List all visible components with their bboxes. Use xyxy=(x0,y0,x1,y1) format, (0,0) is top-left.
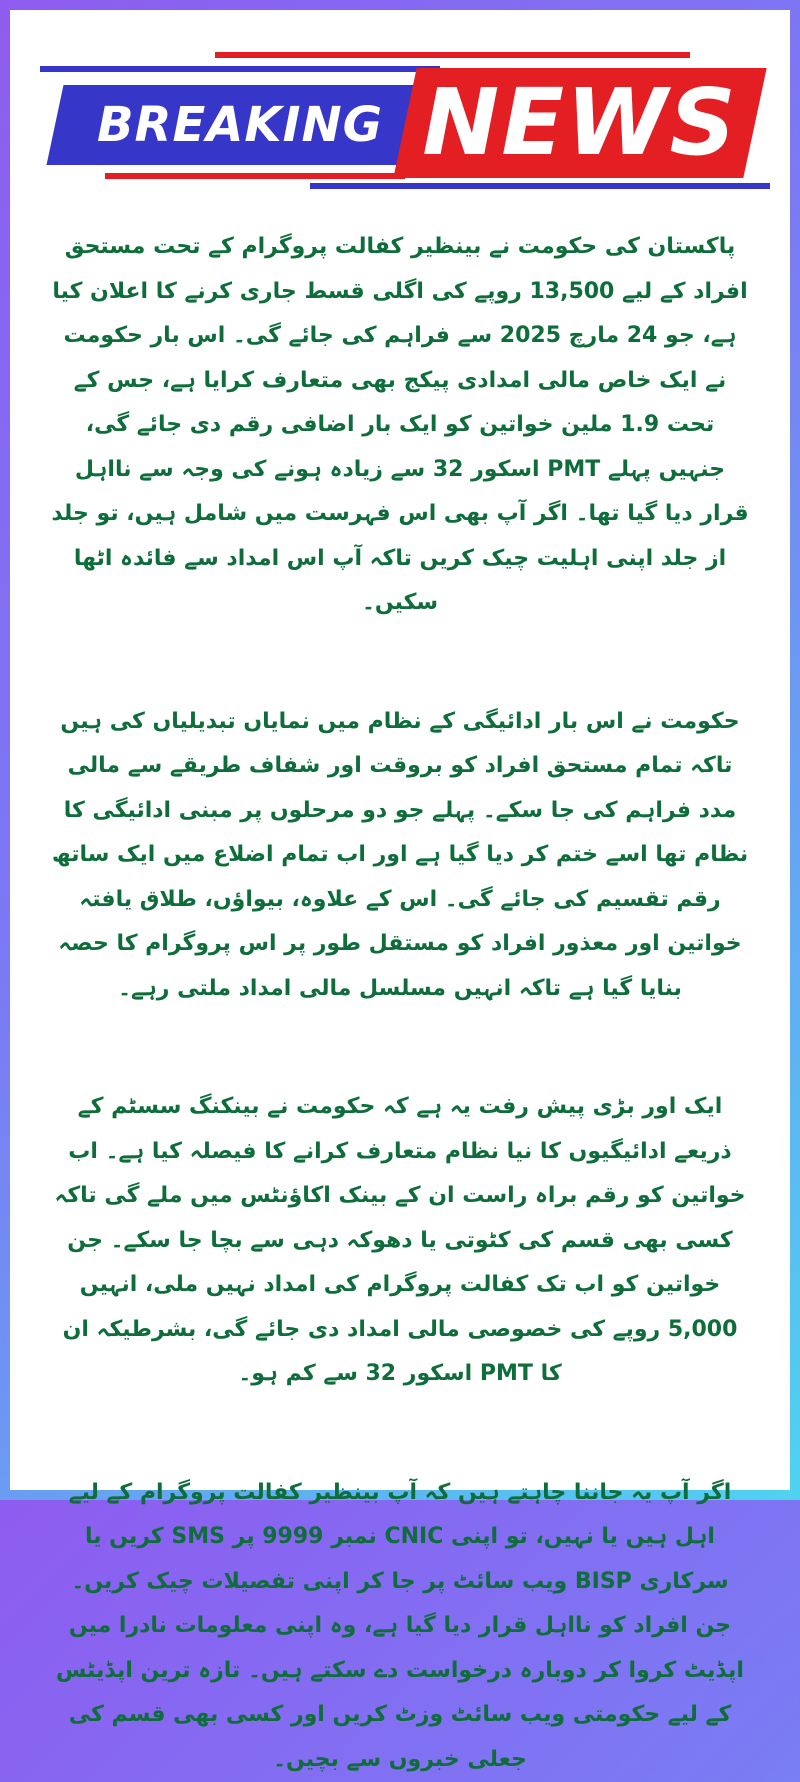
article-paragraph-4: اگر آپ یہ جاننا چاہتے ہیں کہ آپ بینظیر کفالت پروگرام کے لیے اہل ہیں یا نہیں، تو اپنی CNIC نمبر 9999 پر SMS کریں یا سرکاری BISP ویب سائٹ پر جا کر اپنی تفصیلات چیک کریں۔ جن افراد کو نااہل قرار دیا گیا ہے، وہ اپنی معلومات نادرا میں اپڈیٹ کروا کر دوبارہ درخواست دے سکتے ہیں۔ تازہ ترین اپڈیٹس کے لیے حکومتی ویب سائٹ وزٹ کریں اور کسی بھی قسم کی جعلی خبروں سے بچیں۔ xyxy=(50,1471,750,1782)
news-article xyxy=(50,225,750,1782)
article-paragraph-1: پاکستان کی حکومت نے بینظیر کفالت پروگرام کے تحت مستحق افراد کے لیے 13,500 روپے کی اگلی قسط جاری کرنے کا اعلان کیا ہے، جو 24 مارچ 2025 سے فراہم کی جائے گی۔ اس بار حکومت نے ایک خاص مالی امدادی پیکج بھی متعارف کرایا ہے، جس کے تحت 1.9 ملین خواتین کو ایک بار اضافی رقم دی جائے گی، جنہیں پہلے PMT اسکور 32 سے زیادہ ہونے کی وجہ سے نااہل قرار دیا گیا تھا۔ اگر آپ بھی اس فہرست میں شامل ہیں، تو جلد از جلد اپنی اہلیت چیک کریں تاکہ آپ اس امداد سے فائدہ اٹھا سکیں۔ xyxy=(50,225,750,626)
banner-blue-stripe-top xyxy=(40,66,440,72)
article-paragraph-3: ایک اور بڑی پیش رفت یہ ہے کہ حکومت نے بینکنگ سسٹم کے ذریعے ادائیگیوں کا نیا نظام متعارف کرانے کا فیصلہ کیا ہے۔ اب خواتین کو رقم براہ راست ان کے بینک اکاؤنٹس میں ملے گی تاکہ کسی بھی قسم کی کٹوتی یا دھوکہ دہی سے بچا جا سکے۔ جن خواتین کو اب تک کفالت پروگرام کی امداد نہیں ملی، انہیں 5,000 روپے کی خصوصی مالی امداد دی جائے گی، بشرطیکہ ان کا PMT اسکور 32 سے کم ہو۔ xyxy=(50,1085,750,1397)
breaking-label: BREAKING xyxy=(70,85,410,165)
banner-red-stripe-bottom xyxy=(105,173,405,179)
article-paragraph-2: حکومت نے اس بار ادائیگی کے نظام میں نمایاں تبدیلیاں کی ہیں تاکہ تمام مستحق افراد کو بروقت اور شفاف طریقے سے مالی مدد فراہم کی جا سکے۔ پہلے جو دو مرحلوں پر مبنی ادائیگی کا نظام تھا اسے ختم کر دیا گیا ہے اور اب تمام اضلاع میں ایک ساتھ رقم تقسیم کی جائے گی۔ اس کے علاوہ، بیواؤں، طلاق یافتہ خواتین اور معذور افراد کو مستقل طور پر اس پروگرام کا حصہ بنایا گیا ہے تاکہ انہیں مسلسل مالی امداد ملتی رہے۔ xyxy=(50,700,750,1012)
banner-red-stripe-top xyxy=(215,52,690,58)
content-frame xyxy=(10,10,790,1490)
breaking-news-banner xyxy=(10,10,790,200)
banner-blue-stripe-bottom xyxy=(310,183,770,189)
news-label: NEWS xyxy=(420,68,740,178)
